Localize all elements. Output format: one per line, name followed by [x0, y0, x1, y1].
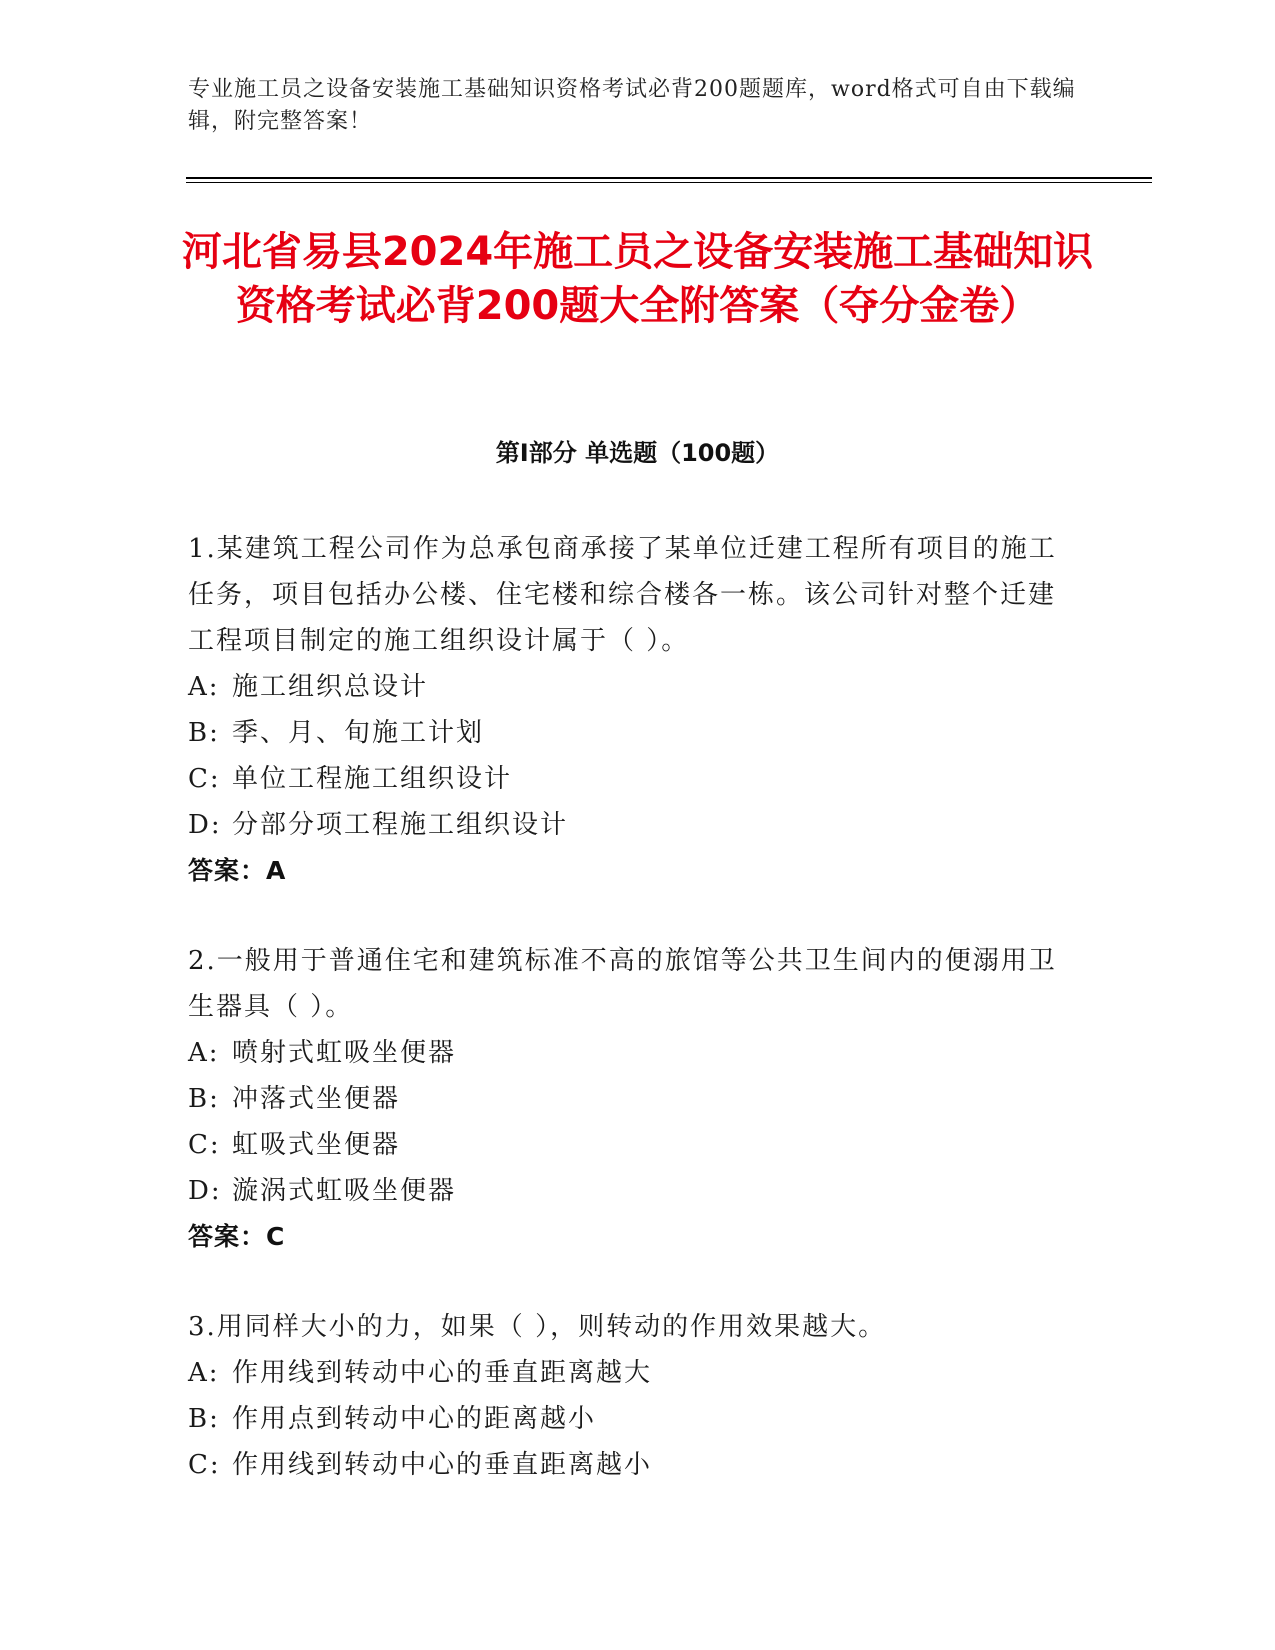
option-text: 作用线到转动中心的垂直距离越大 [232, 1358, 653, 1388]
option-c [188, 756, 1063, 802]
option-key: C: [188, 1130, 221, 1160]
option-text: 施工组织总设计 [232, 672, 429, 702]
header-note: 专业施工员之设备安装施工基础知识资格考试必背200题题库，word格式可自由下载编辑，附完整答案！ [188, 77, 1076, 134]
option-a [188, 664, 1063, 710]
question-3 [188, 1304, 1063, 1488]
option-key: D: [188, 1176, 222, 1206]
option-text: 喷射式虹吸坐便器 [232, 1038, 457, 1068]
option-key: A: [188, 1358, 220, 1388]
question-stem: 2.一般用于普通住宅和建筑标准不高的旅馆等公共卫生间内的便溺用卫生器具（ ）。 [188, 946, 1057, 1022]
option-key: A: [188, 672, 220, 702]
question-1 [188, 526, 1063, 894]
option-text: 虹吸式坐便器 [232, 1130, 401, 1160]
answer-line: 答案：A [188, 856, 287, 885]
option-text: 分部分项工程施工组织设计 [232, 810, 569, 840]
answer-line: 答案：C [188, 1222, 286, 1251]
header-rule-thick [186, 177, 1152, 179]
option-key: C: [188, 1450, 221, 1480]
option-key: B: [188, 1084, 220, 1114]
option-text: 作用线到转动中心的垂直距离越小 [232, 1450, 653, 1480]
question-2 [188, 938, 1063, 1260]
option-key: B: [188, 718, 220, 748]
option-text: 冲落式坐便器 [232, 1084, 401, 1114]
option-d [188, 802, 1063, 848]
option-text: 漩涡式虹吸坐便器 [232, 1176, 457, 1206]
question-stem: 3.用同样大小的力，如果（ ），则转动的作用效果越大。 [188, 1312, 887, 1342]
document-title: 河北省易县2024年施工员之设备安装施工基础知识资格考试必背200题大全附答案（夺分金卷） [181, 229, 1094, 329]
option-d [188, 1168, 1063, 1214]
option-key: B: [188, 1404, 220, 1434]
header-rule-thin [186, 182, 1152, 183]
option-c [188, 1122, 1063, 1168]
option-key: C: [188, 764, 221, 794]
option-key: D: [188, 810, 222, 840]
option-text: 单位工程施工组织设计 [232, 764, 513, 794]
option-b [188, 1076, 1063, 1122]
question-list [188, 526, 1063, 1532]
section-title: 第Ⅰ部分 单选题（100题） [495, 439, 780, 467]
option-text: 季、月、旬施工计划 [232, 718, 485, 748]
option-a [188, 1030, 1063, 1076]
option-text: 作用点到转动中心的距离越小 [232, 1404, 597, 1434]
option-b [188, 710, 1063, 756]
option-key: A: [188, 1038, 220, 1068]
option-a [188, 1350, 1063, 1396]
option-b [188, 1396, 1063, 1442]
question-stem: 1.某建筑工程公司作为总承包商承接了某单位迁建工程所有项目的施工任务，项目包括办公楼、住宅楼和综合楼各一栋。该公司针对整个迁建工程项目制定的施工组织设计属于（ ）。 [188, 534, 1057, 656]
option-c [188, 1442, 1063, 1488]
